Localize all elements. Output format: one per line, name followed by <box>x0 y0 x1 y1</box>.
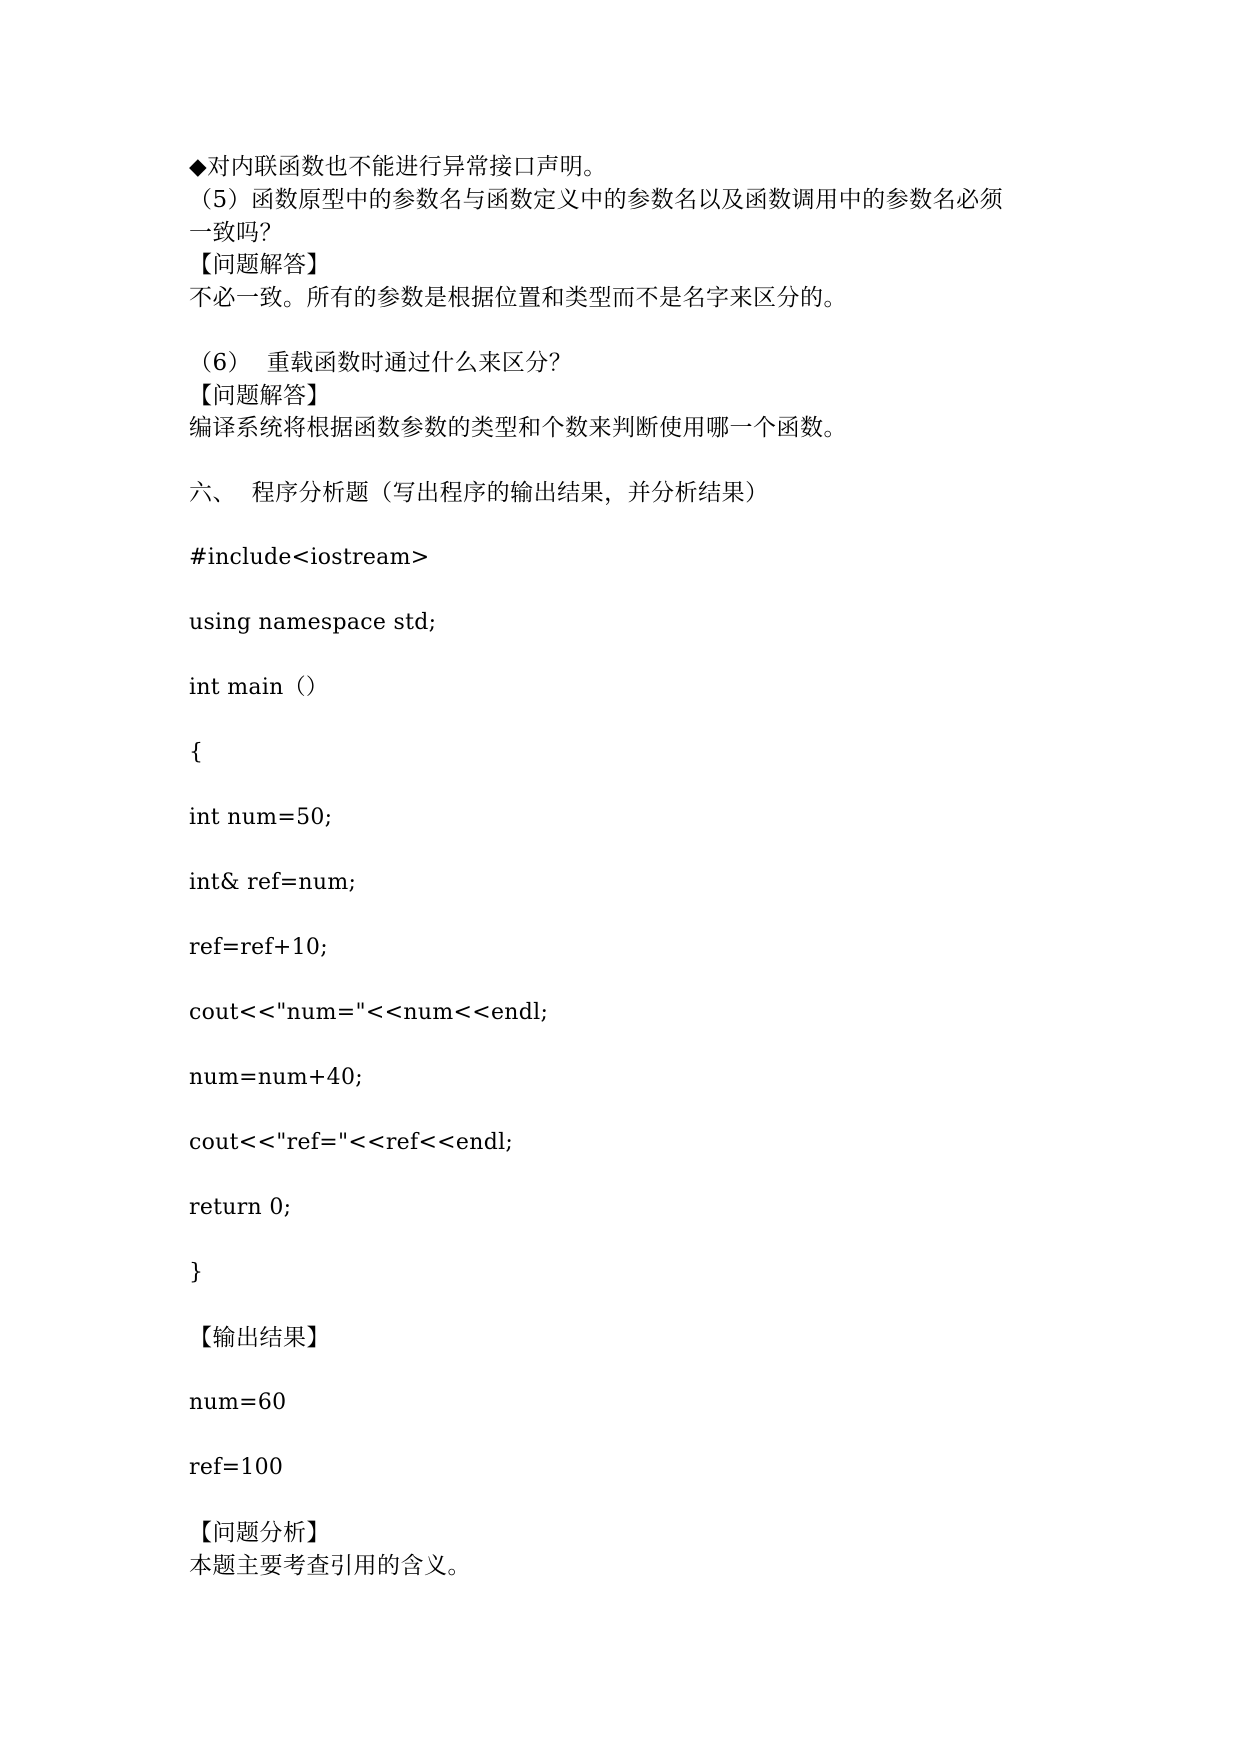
code-line-num-add: num=num+40; <box>189 1065 363 1090</box>
question-5-line-1: （5）函数原型中的参数名与函数定义中的参数名以及函数调用中的参数名必须 <box>189 187 1004 213</box>
code-line-ref-add: ref=ref+10; <box>189 935 328 960</box>
analysis-text: 本题主要考查引用的含义。 <box>189 1553 471 1579</box>
answer-heading-6: 【问题解答】 <box>189 383 330 409</box>
code-line-close-brace: } <box>189 1260 204 1285</box>
code-line-include: #include<iostream> <box>189 545 430 570</box>
code-line-open-brace: { <box>189 740 204 765</box>
question-5-line-2: 一致吗？ <box>189 220 283 246</box>
code-line-cout-ref: cout<<"ref="<<ref<<endl; <box>189 1130 514 1155</box>
answer-text-6: 编译系统将根据函数参数的类型和个数来判断使用哪一个函数。 <box>189 415 847 441</box>
output-num: num=60 <box>189 1390 287 1415</box>
text-line-inline-exception: ◆对内联函数也不能进行异常接口声明。 <box>189 154 607 180</box>
code-line-ref: int& ref=num; <box>189 870 357 895</box>
code-line-main: int main（） <box>189 675 329 700</box>
answer-text-5: 不必一致。所有的参数是根据位置和类型而不是名字来区分的。 <box>189 285 847 311</box>
question-6: （6） 重载函数时通过什么来区分？ <box>189 350 573 376</box>
code-line-num: int num=50; <box>189 805 333 830</box>
output-ref: ref=100 <box>189 1455 284 1480</box>
section-six-heading: 六、 程序分析题（写出程序的输出结果，并分析结果） <box>189 480 769 506</box>
answer-heading-5: 【问题解答】 <box>189 252 330 278</box>
output-heading: 【输出结果】 <box>189 1325 330 1351</box>
code-line-cout-num: cout<<"num="<<num<<endl; <box>189 1000 549 1025</box>
analysis-heading: 【问题分析】 <box>189 1520 330 1546</box>
code-line-namespace: using namespace std; <box>189 610 437 635</box>
code-line-return: return 0; <box>189 1195 292 1220</box>
